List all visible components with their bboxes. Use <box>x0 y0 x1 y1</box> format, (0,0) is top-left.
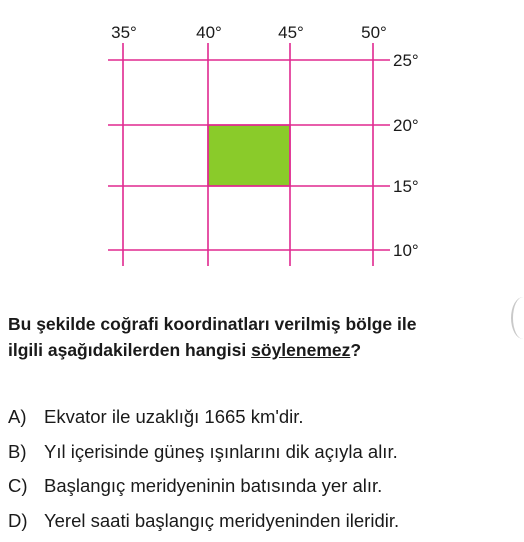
answer-options <box>8 403 520 541</box>
latitude-labels <box>393 51 419 260</box>
question-emphasis: söylenemez <box>251 340 351 360</box>
longitude-labels <box>111 23 387 42</box>
option-letter: B) <box>8 440 27 462</box>
option-text: Yerel saati başlangıç meridyeninden ileridir. <box>44 509 400 531</box>
latitude-label: 25° <box>393 51 419 70</box>
longitude-label: 40° <box>196 23 222 42</box>
option-text: Yıl içerisinde güneş ışınlarını dik açıyla alır. <box>44 440 398 462</box>
option-b[interactable] <box>8 438 520 473</box>
option-c[interactable] <box>8 472 520 507</box>
longitude-label: 35° <box>111 23 137 42</box>
option-d[interactable] <box>8 507 520 542</box>
question-line-1: Bu şekilde coğrafi koordinatları verilmiş bölge ile <box>8 314 417 334</box>
option-letter: D) <box>8 509 28 531</box>
longitude-label: 45° <box>278 23 304 42</box>
option-letter: C) <box>8 475 28 496</box>
longitude-label: 50° <box>361 23 387 42</box>
option-letter: A) <box>8 406 27 427</box>
highlighted-region <box>208 125 290 186</box>
option-a[interactable] <box>8 403 520 438</box>
question-line-2-prefix: ilgili aşağıdakilerden hangisi <box>8 340 252 360</box>
option-text: Başlangıç meridyeninin batısında yer alır. <box>44 475 383 496</box>
latitude-label: 15° <box>393 177 419 196</box>
question-text <box>8 311 520 363</box>
latitude-label: 10° <box>393 241 419 260</box>
option-text: Ekvator ile uzaklığı 1665 km'dir. <box>44 406 304 427</box>
latitude-label: 20° <box>393 116 419 135</box>
question-line-2 <box>8 337 520 363</box>
question-line-2-suffix: ? <box>350 340 362 360</box>
